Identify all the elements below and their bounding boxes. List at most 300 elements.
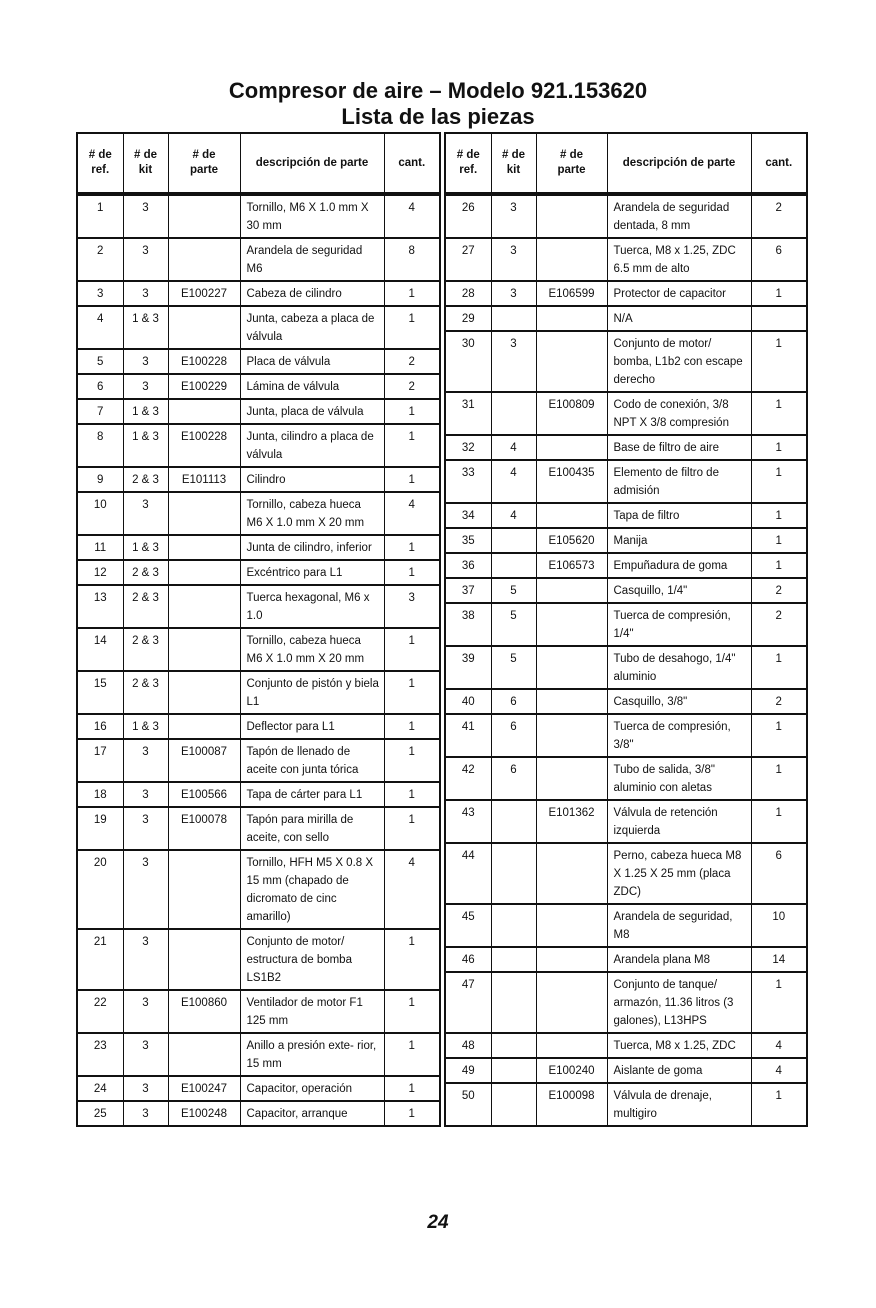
ref-number-cell: 13 [77, 585, 123, 628]
quantity-cell: 6 [751, 843, 807, 904]
description-cell: Arandela de seguridad dentada, 8 mm [607, 194, 751, 238]
kit-number-cell: 5 [491, 646, 536, 689]
description-cell: Manija [607, 528, 751, 553]
ref-number-cell: 33 [445, 460, 491, 503]
ref-number-cell: 47 [445, 972, 491, 1033]
parts-table-right [444, 132, 808, 1127]
kit-number-cell: 2 & 3 [123, 671, 168, 714]
quantity-cell: 2 [384, 349, 440, 374]
part-number-cell [168, 194, 240, 238]
ref-number-cell: 23 [77, 1033, 123, 1076]
table-row [445, 392, 807, 435]
ref-number-cell: 43 [445, 800, 491, 843]
table-row [445, 194, 807, 238]
part-number-cell [168, 306, 240, 349]
table-row [445, 904, 807, 947]
kit-number-cell: 5 [491, 578, 536, 603]
ref-number-cell: 37 [445, 578, 491, 603]
table-row [445, 689, 807, 714]
part-number-cell: E100229 [168, 374, 240, 399]
quantity-cell: 1 [751, 757, 807, 800]
description-cell: Tapón para mirilla de aceite, con sello [240, 807, 384, 850]
header-part-line2: parte [189, 164, 219, 176]
description-cell: Junta, cabeza a placa de válvula [240, 306, 384, 349]
part-number-cell [536, 306, 607, 331]
header-description: descripción de parte [607, 133, 751, 194]
part-number-cell: E100860 [168, 990, 240, 1033]
description-cell: Tapa de filtro [607, 503, 751, 528]
kit-number-cell: 3 [123, 374, 168, 399]
part-number-cell [536, 947, 607, 972]
ref-number-cell: 5 [77, 349, 123, 374]
description-cell: Válvula de drenaje, multigiro [607, 1083, 751, 1126]
kit-number-cell: 3 [123, 1033, 168, 1076]
header-ref [445, 133, 491, 194]
kit-number-cell: 2 & 3 [123, 585, 168, 628]
table-row [77, 349, 440, 374]
ref-number-cell: 45 [445, 904, 491, 947]
description-cell: Elemento de filtro de admisión [607, 460, 751, 503]
quantity-cell: 1 [751, 331, 807, 392]
table-row [445, 972, 807, 1033]
quantity-cell: 14 [751, 947, 807, 972]
kit-number-cell [491, 800, 536, 843]
part-number-cell: E100240 [536, 1058, 607, 1083]
description-cell: Placa de válvula [240, 349, 384, 374]
part-number-cell [536, 503, 607, 528]
quantity-cell: 1 [384, 628, 440, 671]
description-cell: Arandela plana M8 [607, 947, 751, 972]
table-row [77, 585, 440, 628]
ref-number-cell: 22 [77, 990, 123, 1033]
description-cell: Conjunto de tanque/ armazón, 11.36 litros (3 galones), L13HPS [607, 972, 751, 1033]
kit-number-cell [491, 904, 536, 947]
part-number-cell [168, 671, 240, 714]
part-number-cell [536, 757, 607, 800]
part-number-cell [536, 435, 607, 460]
part-number-cell [168, 714, 240, 739]
description-cell: Casquillo, 3/8" [607, 689, 751, 714]
header-part [536, 133, 607, 194]
table-row [445, 1083, 807, 1126]
kit-number-cell: 1 & 3 [123, 399, 168, 424]
description-cell: Capacitor, operación [240, 1076, 384, 1101]
description-cell: Arandela de seguridad, M8 [607, 904, 751, 947]
description-cell: Junta, cilindro a placa de válvula [240, 424, 384, 467]
description-cell: Arandela de seguridad M6 [240, 238, 384, 281]
table-row [445, 281, 807, 306]
table-row [77, 807, 440, 850]
kit-number-cell [491, 843, 536, 904]
header-ref-line1: # de [88, 149, 112, 161]
ref-number-cell: 1 [77, 194, 123, 238]
quantity-cell: 1 [751, 460, 807, 503]
header-quantity: cant. [751, 133, 807, 194]
quantity-cell: 1 [751, 281, 807, 306]
table-row [77, 671, 440, 714]
description-cell: Tornillo, cabeza hueca M6 X 1.0 mm X 20 mm [240, 492, 384, 535]
ref-number-cell: 48 [445, 1033, 491, 1058]
header-kit [123, 133, 168, 194]
table-row [445, 646, 807, 689]
ref-number-cell: 40 [445, 689, 491, 714]
header-kit-line2: kit [138, 164, 153, 176]
quantity-cell: 2 [751, 578, 807, 603]
ref-number-cell: 32 [445, 435, 491, 460]
ref-number-cell: 8 [77, 424, 123, 467]
kit-number-cell [491, 972, 536, 1033]
page-subtitle: Lista de las piezas [341, 104, 535, 129]
part-number-cell [536, 194, 607, 238]
kit-number-cell: 1 & 3 [123, 714, 168, 739]
table-row [445, 553, 807, 578]
kit-number-cell: 3 [123, 990, 168, 1033]
part-number-cell: E100809 [536, 392, 607, 435]
kit-number-cell: 1 & 3 [123, 535, 168, 560]
ref-number-cell: 38 [445, 603, 491, 646]
table-row [77, 560, 440, 585]
description-cell: Base de filtro de aire [607, 435, 751, 460]
ref-number-cell: 50 [445, 1083, 491, 1126]
table-row [77, 424, 440, 467]
kit-number-cell: 3 [123, 349, 168, 374]
kit-number-cell: 6 [491, 689, 536, 714]
table-row [445, 460, 807, 503]
ref-number-cell: 25 [77, 1101, 123, 1126]
ref-number-cell: 11 [77, 535, 123, 560]
quantity-cell: 4 [384, 850, 440, 929]
part-number-cell [536, 603, 607, 646]
quantity-cell: 2 [751, 194, 807, 238]
description-cell: Tuerca, M8 x 1.25, ZDC 6.5 mm de alto [607, 238, 751, 281]
quantity-cell: 8 [384, 238, 440, 281]
description-cell: Válvula de retención izquierda [607, 800, 751, 843]
table-row [77, 1076, 440, 1101]
part-number-cell [168, 492, 240, 535]
quantity-cell: 1 [384, 929, 440, 990]
quantity-cell: 1 [384, 671, 440, 714]
description-cell: Tornillo, HFH M5 X 0.8 X 15 mm (chapado de dicromato de cinc amarillo) [240, 850, 384, 929]
ref-number-cell: 3 [77, 281, 123, 306]
part-number-cell [536, 689, 607, 714]
kit-number-cell [491, 553, 536, 578]
table-row [445, 578, 807, 603]
page-title: Compresor de aire – Modelo 921.153620 [228, 78, 648, 103]
table-row [445, 503, 807, 528]
description-cell: Cabeza de cilindro [240, 281, 384, 306]
part-number-cell: E100098 [536, 1083, 607, 1126]
description-cell: Conjunto de motor/ estructura de bomba LS1B2 [240, 929, 384, 990]
quantity-cell: 2 [751, 689, 807, 714]
header-row [77, 133, 440, 194]
header-ref-line1: # de [456, 149, 480, 161]
kit-number-cell [491, 392, 536, 435]
ref-number-cell: 46 [445, 947, 491, 972]
table-row [77, 467, 440, 492]
quantity-cell: 2 [384, 374, 440, 399]
quantity-cell: 1 [384, 1033, 440, 1076]
ref-number-cell: 20 [77, 850, 123, 929]
header-part-line1: # de [192, 149, 216, 161]
table-row [77, 739, 440, 782]
quantity-cell: 1 [384, 467, 440, 492]
description-cell: Tornillo, cabeza hueca M6 X 1.0 mm X 20 mm [240, 628, 384, 671]
quantity-cell: 1 [384, 399, 440, 424]
table-row [77, 492, 440, 535]
ref-number-cell: 34 [445, 503, 491, 528]
table-row [445, 331, 807, 392]
table-row [77, 628, 440, 671]
description-cell: Protector de capacitor [607, 281, 751, 306]
description-cell: Ventilador de motor F1 125 mm [240, 990, 384, 1033]
ref-number-cell: 39 [445, 646, 491, 689]
kit-number-cell: 2 & 3 [123, 628, 168, 671]
table-row [77, 194, 440, 238]
header-part-line2: parte [557, 164, 586, 176]
ref-number-cell: 14 [77, 628, 123, 671]
kit-number-cell [491, 947, 536, 972]
quantity-cell: 1 [751, 392, 807, 435]
table-row [77, 1101, 440, 1126]
table-row [77, 990, 440, 1033]
part-number-cell [168, 238, 240, 281]
ref-number-cell: 19 [77, 807, 123, 850]
table-row [445, 947, 807, 972]
table-row [445, 238, 807, 281]
ref-number-cell: 10 [77, 492, 123, 535]
quantity-cell: 1 [384, 990, 440, 1033]
quantity-cell: 10 [751, 904, 807, 947]
header-ref-line2: ref. [459, 164, 478, 176]
part-number-cell: E100087 [168, 739, 240, 782]
kit-number-cell: 4 [491, 460, 536, 503]
quantity-cell: 1 [384, 535, 440, 560]
kit-number-cell: 3 [491, 238, 536, 281]
description-cell: Casquillo, 1/4" [607, 578, 751, 603]
quantity-cell: 3 [384, 585, 440, 628]
kit-number-cell: 3 [123, 238, 168, 281]
ref-number-cell: 7 [77, 399, 123, 424]
kit-number-cell: 3 [491, 194, 536, 238]
description-cell: Tornillo, M6 X 1.0 mm X 30 mm [240, 194, 384, 238]
part-number-cell [536, 331, 607, 392]
header-quantity: cant. [384, 133, 440, 194]
kit-number-cell [491, 306, 536, 331]
description-cell: Tuerca hexagonal, M6 x 1.0 [240, 585, 384, 628]
page-number: 24 [427, 1212, 449, 1233]
part-number-cell: E100227 [168, 281, 240, 306]
description-cell: Capacitor, arranque [240, 1101, 384, 1126]
part-number-cell: E100248 [168, 1101, 240, 1126]
quantity-cell: 4 [384, 492, 440, 535]
kit-number-cell: 5 [491, 603, 536, 646]
table-row [77, 399, 440, 424]
header-row [445, 133, 807, 194]
ref-number-cell: 42 [445, 757, 491, 800]
ref-number-cell: 17 [77, 739, 123, 782]
ref-number-cell: 28 [445, 281, 491, 306]
part-number-cell [168, 1033, 240, 1076]
quantity-cell: 1 [751, 800, 807, 843]
ref-number-cell: 49 [445, 1058, 491, 1083]
quantity-cell: 1 [751, 553, 807, 578]
quantity-cell: 4 [384, 194, 440, 238]
table-row [445, 528, 807, 553]
table-row [445, 843, 807, 904]
table-row [77, 238, 440, 281]
description-cell: Aislante de goma [607, 1058, 751, 1083]
description-cell: Tapa de cárter para L1 [240, 782, 384, 807]
part-number-cell: E101362 [536, 800, 607, 843]
table-row [445, 800, 807, 843]
table-row [77, 281, 440, 306]
part-number-cell [536, 714, 607, 757]
kit-number-cell: 2 & 3 [123, 467, 168, 492]
ref-number-cell: 9 [77, 467, 123, 492]
ref-number-cell: 12 [77, 560, 123, 585]
kit-number-cell: 2 & 3 [123, 560, 168, 585]
part-number-cell: E106599 [536, 281, 607, 306]
description-cell: Anillo a presión exte- rior, 15 mm [240, 1033, 384, 1076]
part-number-cell: E100435 [536, 460, 607, 503]
part-number-cell [168, 585, 240, 628]
quantity-cell: 4 [751, 1058, 807, 1083]
part-number-cell [168, 399, 240, 424]
ref-number-cell: 36 [445, 553, 491, 578]
kit-number-cell: 3 [491, 331, 536, 392]
quantity-cell: 4 [751, 1033, 807, 1058]
kit-number-cell: 1 & 3 [123, 306, 168, 349]
header-ref-line2: ref. [91, 164, 110, 176]
ref-number-cell: 16 [77, 714, 123, 739]
part-number-cell: E106573 [536, 553, 607, 578]
quantity-cell: 2 [751, 603, 807, 646]
description-cell: Tubo de desahogo, 1/4" aluminio [607, 646, 751, 689]
quantity-cell: 1 [751, 1083, 807, 1126]
description-cell: Lámina de válvula [240, 374, 384, 399]
ref-number-cell: 35 [445, 528, 491, 553]
ref-number-cell: 6 [77, 374, 123, 399]
quantity-cell: 1 [384, 560, 440, 585]
ref-number-cell: 24 [77, 1076, 123, 1101]
ref-number-cell: 4 [77, 306, 123, 349]
part-number-cell [168, 628, 240, 671]
quantity-cell: 1 [751, 503, 807, 528]
part-number-cell: E100228 [168, 349, 240, 374]
table-row [77, 782, 440, 807]
parts-table-left [76, 132, 441, 1127]
kit-number-cell: 4 [491, 435, 536, 460]
table-row [445, 435, 807, 460]
kit-number-cell: 3 [123, 194, 168, 238]
description-cell: Excéntrico para L1 [240, 560, 384, 585]
quantity-cell: 6 [751, 238, 807, 281]
quantity-cell: 1 [384, 281, 440, 306]
description-cell: Empuñadura de goma [607, 553, 751, 578]
part-number-cell [536, 843, 607, 904]
kit-number-cell: 1 & 3 [123, 424, 168, 467]
ref-number-cell: 29 [445, 306, 491, 331]
ref-number-cell: 27 [445, 238, 491, 281]
kit-number-cell: 3 [123, 1076, 168, 1101]
ref-number-cell: 15 [77, 671, 123, 714]
kit-number-cell [491, 528, 536, 553]
kit-number-cell: 3 [123, 492, 168, 535]
part-number-cell [168, 850, 240, 929]
part-number-cell: E105620 [536, 528, 607, 553]
part-number-cell: E100247 [168, 1076, 240, 1101]
header-kit-line1: # de [501, 149, 525, 161]
part-number-cell: E100228 [168, 424, 240, 467]
table-row [77, 535, 440, 560]
kit-number-cell [491, 1058, 536, 1083]
description-cell: Tubo de salida, 3/8" aluminio con aletas [607, 757, 751, 800]
kit-number-cell: 3 [123, 850, 168, 929]
description-cell: Cilindro [240, 467, 384, 492]
description-cell: N/A [607, 306, 751, 331]
part-number-cell [536, 972, 607, 1033]
quantity-cell: 1 [384, 1101, 440, 1126]
kit-number-cell: 3 [123, 782, 168, 807]
kit-number-cell [491, 1033, 536, 1058]
part-number-cell: E100566 [168, 782, 240, 807]
kit-number-cell: 6 [491, 714, 536, 757]
ref-number-cell: 31 [445, 392, 491, 435]
quantity-cell: 1 [751, 528, 807, 553]
table-row [445, 1058, 807, 1083]
ref-number-cell: 41 [445, 714, 491, 757]
header-kit [491, 133, 536, 194]
description-cell: Deflector para L1 [240, 714, 384, 739]
header-ref [77, 133, 123, 194]
ref-number-cell: 18 [77, 782, 123, 807]
table-row [77, 714, 440, 739]
quantity-cell [751, 306, 807, 331]
quantity-cell: 1 [384, 1076, 440, 1101]
header-part [168, 133, 240, 194]
description-cell: Codo de conexión, 3/8 NPT X 3/8 compresión [607, 392, 751, 435]
kit-number-cell [491, 1083, 536, 1126]
description-cell: Conjunto de motor/ bomba, L1b2 con escape derecho [607, 331, 751, 392]
description-cell: Tuerca, M8 x 1.25, ZDC [607, 1033, 751, 1058]
kit-number-cell: 6 [491, 757, 536, 800]
header-part-line1: # de [559, 149, 583, 161]
part-number-cell [536, 238, 607, 281]
table-row [445, 714, 807, 757]
table-row [77, 929, 440, 990]
quantity-cell: 1 [751, 646, 807, 689]
quantity-cell: 1 [384, 714, 440, 739]
quantity-cell: 1 [384, 306, 440, 349]
part-number-cell [536, 578, 607, 603]
description-cell: Tuerca de compresión, 3/8" [607, 714, 751, 757]
part-number-cell: E101113 [168, 467, 240, 492]
part-number-cell: E100078 [168, 807, 240, 850]
description-cell: Tapón de llenado de aceite con junta tórica [240, 739, 384, 782]
kit-number-cell: 3 [123, 929, 168, 990]
part-number-cell [168, 929, 240, 990]
table-row [77, 1033, 440, 1076]
description-cell: Junta, placa de válvula [240, 399, 384, 424]
kit-number-cell: 3 [123, 739, 168, 782]
quantity-cell: 1 [384, 424, 440, 467]
quantity-cell: 1 [384, 807, 440, 850]
part-number-cell [536, 646, 607, 689]
part-number-cell [536, 1033, 607, 1058]
kit-number-cell: 3 [123, 807, 168, 850]
quantity-cell: 1 [751, 972, 807, 1033]
table-row [445, 1033, 807, 1058]
